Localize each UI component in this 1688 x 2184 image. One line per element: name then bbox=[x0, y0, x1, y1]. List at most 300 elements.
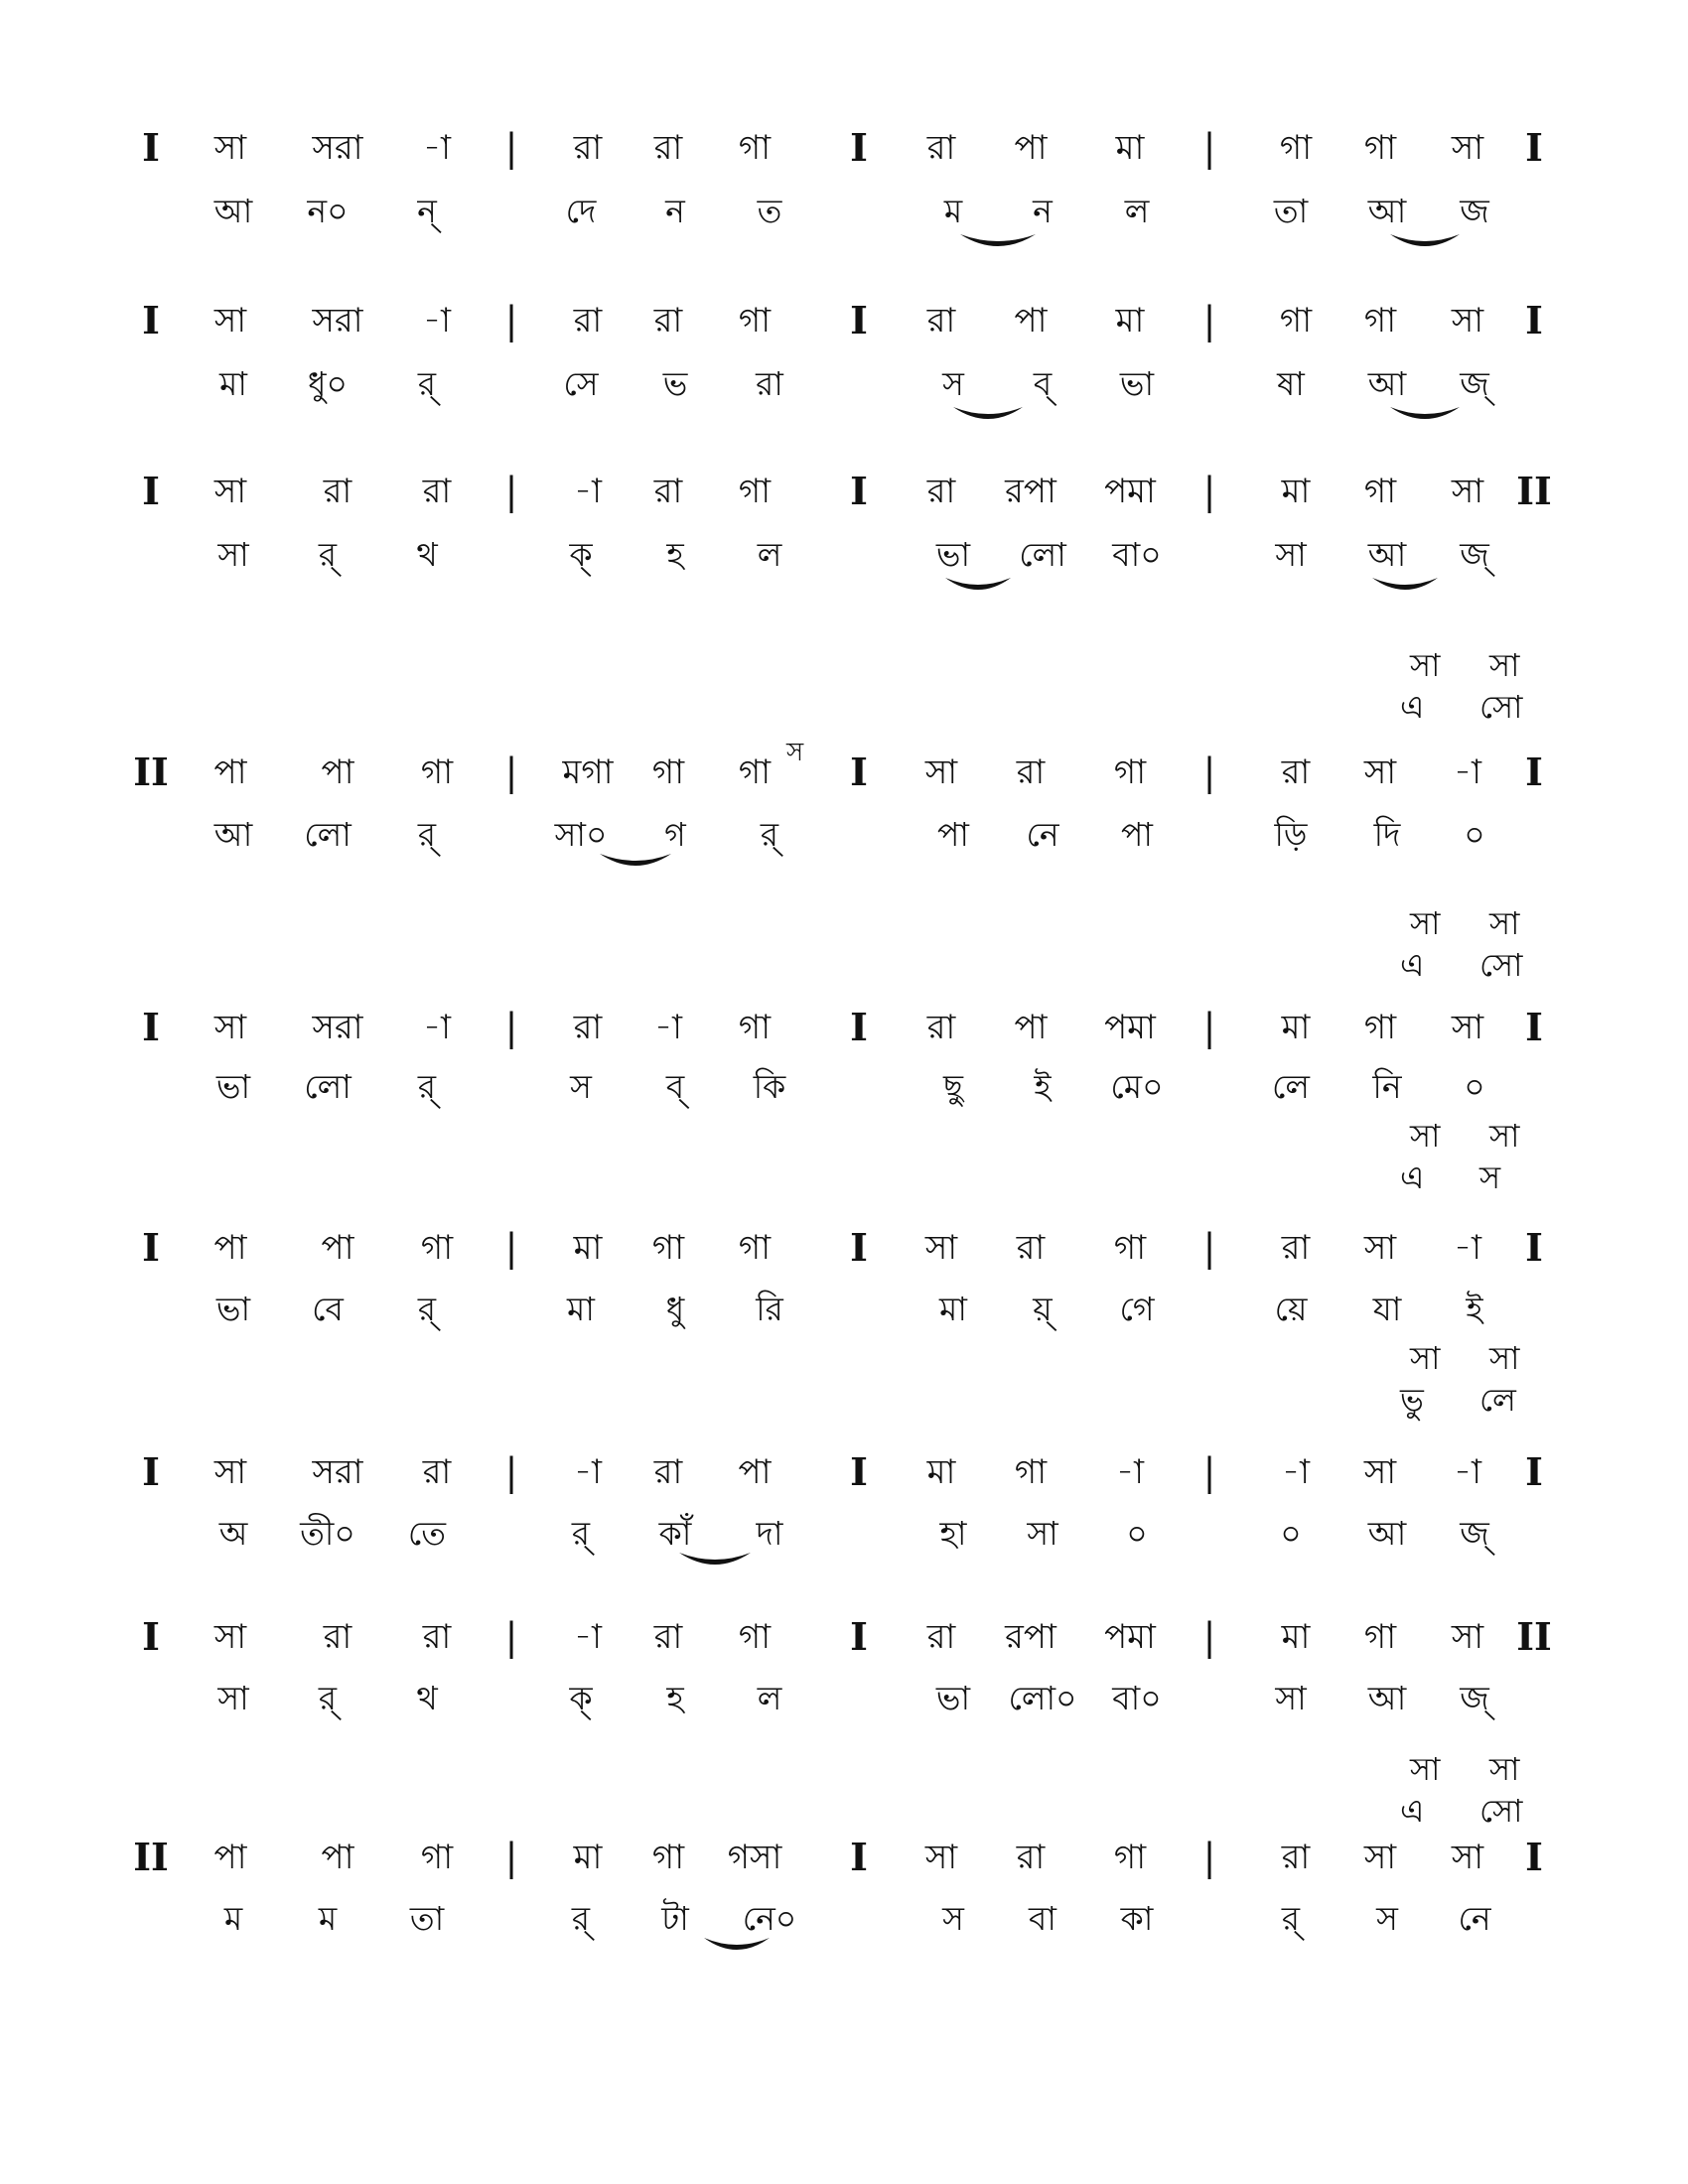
notation-line-1-notes bbox=[0, 123, 1688, 173]
note-cell-2: রা bbox=[323, 1617, 352, 1657]
lyric-syllable: হ bbox=[666, 535, 684, 574]
lyric-syllable: ধু০ bbox=[308, 364, 348, 403]
lyric-syllable: হ bbox=[666, 1679, 684, 1717]
lyric-syllable: ব্ bbox=[665, 1067, 685, 1106]
note-cell-7: গসা bbox=[727, 1838, 782, 1877]
note-cell-13: রা bbox=[1281, 1838, 1311, 1877]
lyric-syllable: ন bbox=[665, 192, 685, 230]
lyric-syllable: সা০ bbox=[554, 815, 608, 854]
lyric-syllable: ক্ bbox=[569, 1679, 593, 1717]
lyric-syllable: ন০ bbox=[307, 192, 349, 230]
lyric-syllable: ০ bbox=[1126, 1514, 1148, 1553]
lyric-syllable: লে bbox=[1272, 1067, 1310, 1106]
lyric-syllable: ত bbox=[757, 192, 782, 230]
note-cell-2: রা bbox=[323, 472, 352, 511]
note-cell-6: রা bbox=[653, 301, 683, 341]
lyric-syllable: র্ bbox=[417, 815, 437, 854]
lyric-syllable: গ bbox=[664, 815, 686, 854]
lyric-syllable: সে bbox=[563, 364, 599, 403]
note-cell-13: রা bbox=[1281, 752, 1311, 792]
note-cell-1: সা bbox=[213, 1452, 247, 1492]
barline: I bbox=[142, 1449, 160, 1494]
lyric-syllable: সা bbox=[217, 535, 249, 574]
lyric-syllable: র্ bbox=[571, 1514, 591, 1553]
lyric-syllable: গে bbox=[1119, 1290, 1155, 1328]
note-cell-15: সা bbox=[1451, 301, 1484, 341]
lyric-syllable: স bbox=[942, 1899, 964, 1938]
note-cell-7: গা bbox=[738, 301, 772, 341]
pickup-lyric: সো bbox=[1479, 946, 1523, 984]
note-cell-9: সা bbox=[924, 1838, 958, 1877]
notation-line-2-notes bbox=[0, 296, 1688, 345]
note-cell-13: মা bbox=[1281, 472, 1311, 511]
beat-divider: | bbox=[504, 1006, 518, 1049]
lyric-syllable: জ bbox=[1460, 192, 1489, 230]
pickup-lyric: সো bbox=[1479, 688, 1523, 726]
barline: I bbox=[850, 125, 868, 170]
note-cell-9: রা bbox=[926, 1617, 956, 1657]
lyric-syllable: সা bbox=[1275, 535, 1307, 574]
lyric-syllable: জ্ bbox=[1460, 1679, 1489, 1717]
note-cell-15: সা bbox=[1451, 1008, 1484, 1047]
lyric-syllable: স bbox=[942, 364, 964, 403]
barline: I bbox=[142, 1005, 160, 1049]
lyric-syllable: র্ bbox=[417, 364, 437, 403]
note-cell-2: পা bbox=[321, 1228, 354, 1268]
note-cell-13: মা bbox=[1281, 1008, 1311, 1047]
lyric-syllable: ০ bbox=[1464, 1067, 1485, 1106]
note-cell-14: সা bbox=[1363, 1838, 1397, 1877]
pickup-note: সা bbox=[1410, 904, 1441, 942]
lyric-syllable: কি bbox=[753, 1067, 786, 1106]
lyric-syllable: রা bbox=[756, 364, 783, 403]
lyric-syllable: ভ bbox=[662, 364, 688, 403]
lyric-syllable: মা bbox=[219, 364, 247, 403]
note-cell-11: পমা bbox=[1104, 1008, 1156, 1047]
lyric-syllable: আ bbox=[213, 815, 253, 854]
beat-divider: | bbox=[504, 1450, 518, 1494]
note-cell-6: -া bbox=[654, 1008, 682, 1047]
pickup-block bbox=[1370, 1336, 1569, 1424]
pickup-block bbox=[1370, 901, 1569, 989]
note-cell-13: মা bbox=[1281, 1617, 1311, 1657]
lyric-syllable: মা bbox=[567, 1290, 595, 1328]
lyric-syllable: ০ bbox=[1280, 1514, 1302, 1553]
note-cell-14: গা bbox=[1363, 128, 1397, 168]
lyric-syllable: তা bbox=[1273, 192, 1309, 230]
notation-line-4-lyrics bbox=[0, 810, 1688, 860]
note-cell-6: রা bbox=[653, 1452, 683, 1492]
beat-divider: | bbox=[504, 1226, 518, 1270]
barline: I bbox=[142, 298, 160, 342]
lyric-syllable: আ bbox=[213, 192, 253, 230]
beat-divider: | bbox=[504, 299, 518, 342]
barline: I bbox=[1525, 1835, 1543, 1879]
lyric-syllable: স bbox=[570, 1067, 592, 1106]
pickup-lyric: এ bbox=[1400, 688, 1425, 726]
barline: I bbox=[1525, 750, 1543, 794]
barline: I bbox=[850, 1005, 868, 1049]
barline: I bbox=[850, 1225, 868, 1270]
note-cell-6: গা bbox=[651, 1228, 685, 1268]
beat-divider: | bbox=[1202, 126, 1216, 170]
slur-mark bbox=[1388, 232, 1462, 252]
lyric-syllable: তা bbox=[409, 1899, 445, 1938]
lyric-syllable: র্ bbox=[1281, 1899, 1301, 1938]
beat-divider: | bbox=[1202, 470, 1216, 513]
note-cell-6: রা bbox=[653, 128, 683, 168]
note-cell-11: মা bbox=[1115, 301, 1145, 341]
pickup-note: সা bbox=[1489, 1117, 1520, 1155]
lyric-syllable: আ bbox=[1367, 192, 1407, 230]
note-cell-6: গা bbox=[651, 1838, 685, 1877]
note-cell-5: -া bbox=[574, 1617, 602, 1657]
pickup-lyric: লে bbox=[1479, 1381, 1516, 1419]
note-cell-14: সা bbox=[1363, 1228, 1397, 1268]
lyric-syllable: ভা bbox=[935, 535, 971, 574]
note-cell-2: সরা bbox=[312, 301, 363, 341]
barline: I bbox=[1525, 1005, 1543, 1049]
lyric-syllable: ধু bbox=[665, 1290, 685, 1328]
notation-line-7-lyrics bbox=[0, 1509, 1688, 1559]
notation-line-6-lyrics bbox=[0, 1285, 1688, 1334]
lyric-syllable: র্ bbox=[417, 1067, 437, 1106]
lyric-syllable: ভা bbox=[215, 1290, 251, 1328]
beat-divider: | bbox=[1202, 1450, 1216, 1494]
lyric-syllable: ল bbox=[1124, 192, 1150, 230]
notation-line-3-lyrics bbox=[0, 530, 1688, 580]
lyric-syllable: নি bbox=[1372, 1067, 1402, 1106]
beat-divider: | bbox=[504, 470, 518, 513]
lyric-syllable: মে০ bbox=[1110, 1067, 1164, 1106]
note-cell-3: -া bbox=[423, 301, 451, 341]
lyric-syllable: থ bbox=[416, 1679, 438, 1717]
lyric-syllable: সা bbox=[217, 1679, 249, 1717]
lyric-syllable: ম bbox=[318, 1899, 338, 1938]
note-cell-11: গা bbox=[1113, 1838, 1147, 1877]
beat-divider: | bbox=[1202, 1006, 1216, 1049]
pickup-note: সা bbox=[1489, 1750, 1520, 1788]
note-cell-10: রপা bbox=[1005, 1617, 1056, 1657]
pickup-lyric: সো bbox=[1479, 1792, 1523, 1830]
lyric-syllable: আ bbox=[1367, 1514, 1407, 1553]
note-cell-9: মা bbox=[926, 1452, 956, 1492]
lyric-syllable: র্ bbox=[417, 1290, 437, 1328]
note-cell-10: পা bbox=[1014, 1008, 1048, 1047]
lyric-syllable: ল bbox=[757, 535, 782, 574]
note-cell-14: গা bbox=[1363, 1008, 1397, 1047]
pickup-block bbox=[1370, 1747, 1569, 1835]
note-cell-1: সা bbox=[213, 1617, 247, 1657]
beat-divider: | bbox=[1202, 299, 1216, 342]
note-cell-14: গা bbox=[1363, 301, 1397, 341]
note-cell-7: পা bbox=[738, 1452, 772, 1492]
lyric-syllable: র্ bbox=[571, 1899, 591, 1938]
lyric-syllable: দা bbox=[756, 1514, 783, 1553]
notation-line-4-notes bbox=[0, 748, 1688, 797]
note-cell-10: রা bbox=[1016, 1838, 1046, 1877]
pickup-lyric: ভু bbox=[1400, 1381, 1424, 1419]
pickup-note: সা bbox=[1489, 904, 1520, 942]
note-cell-1: সা bbox=[213, 472, 247, 511]
lyric-syllable: র্ bbox=[318, 535, 338, 574]
lyric-syllable: টা bbox=[661, 1899, 689, 1938]
lyric-syllable: বে bbox=[312, 1290, 344, 1328]
notation-line-8-lyrics bbox=[0, 1674, 1688, 1723]
note-cell-10: গা bbox=[1014, 1452, 1048, 1492]
lyric-syllable: স bbox=[1376, 1899, 1398, 1938]
pickup-note: সা bbox=[1410, 1117, 1441, 1155]
barline: I bbox=[142, 469, 160, 513]
lyric-syllable: ল bbox=[757, 1679, 782, 1717]
pickup-note: সা bbox=[1410, 1750, 1441, 1788]
note-cell-11: মা bbox=[1115, 128, 1145, 168]
grace-note: স bbox=[786, 738, 804, 767]
lyric-syllable: ই bbox=[1466, 1290, 1483, 1328]
note-cell-10: রপা bbox=[1005, 472, 1056, 511]
note-cell-15: সা bbox=[1451, 1838, 1484, 1877]
pickup-lyric: এ bbox=[1400, 1792, 1425, 1830]
note-cell-7: গা bbox=[738, 472, 772, 511]
lyric-syllable: লো bbox=[1019, 535, 1066, 574]
barline: I bbox=[142, 125, 160, 170]
note-cell-10: পা bbox=[1014, 301, 1048, 341]
lyric-syllable: সা bbox=[1027, 1514, 1058, 1553]
lyric-syllable: বা০ bbox=[1112, 1679, 1162, 1717]
beat-divider: | bbox=[504, 126, 518, 170]
notation-line-7-notes bbox=[0, 1447, 1688, 1497]
barline: I bbox=[850, 1614, 868, 1659]
note-cell-15: সা bbox=[1451, 128, 1484, 168]
note-cell-6: গা bbox=[651, 752, 685, 792]
lyric-syllable: ব্ bbox=[1033, 364, 1053, 403]
note-cell-3: রা bbox=[422, 1617, 452, 1657]
lyric-syllable: য়্ bbox=[1033, 1290, 1053, 1328]
lyric-syllable: মা bbox=[939, 1290, 967, 1328]
note-cell-15: -া bbox=[1454, 1452, 1481, 1492]
lyric-syllable: কা bbox=[1120, 1899, 1154, 1938]
note-cell-5: মা bbox=[573, 1228, 603, 1268]
lyric-syllable: পা bbox=[937, 815, 969, 854]
note-cell-14: সা bbox=[1363, 752, 1397, 792]
slur-mark bbox=[598, 852, 673, 872]
note-cell-11: পমা bbox=[1104, 472, 1156, 511]
note-cell-9: রা bbox=[926, 301, 956, 341]
notation-line-5-notes bbox=[0, 1003, 1688, 1052]
note-cell-7: গা bbox=[738, 752, 772, 792]
note-cell-14: গা bbox=[1363, 1617, 1397, 1657]
lyric-syllable: তে bbox=[407, 1514, 447, 1553]
note-cell-9: রা bbox=[926, 472, 956, 511]
slur-mark bbox=[1388, 405, 1462, 425]
note-cell-6: রা bbox=[653, 472, 683, 511]
barline: I bbox=[142, 1225, 160, 1270]
lyric-syllable: আ bbox=[1367, 364, 1407, 403]
note-cell-3: রা bbox=[422, 472, 452, 511]
beat-divider: | bbox=[504, 1615, 518, 1659]
note-cell-2: পা bbox=[321, 752, 354, 792]
lyric-syllable: পা bbox=[1121, 815, 1153, 854]
barline: I bbox=[1525, 125, 1543, 170]
beat-divider: | bbox=[1202, 1226, 1216, 1270]
note-cell-3: রা bbox=[422, 1452, 452, 1492]
note-cell-2: সরা bbox=[312, 1008, 363, 1047]
pickup-block bbox=[1370, 643, 1569, 731]
barline: I bbox=[142, 1614, 160, 1659]
barline: I bbox=[1525, 1449, 1543, 1494]
note-cell-5: মগা bbox=[562, 752, 614, 792]
lyric-syllable: দি bbox=[1373, 815, 1401, 854]
note-cell-14: সা bbox=[1363, 1452, 1397, 1492]
lyric-syllable: লো bbox=[304, 1067, 352, 1106]
pickup-lyric: এ bbox=[1400, 946, 1425, 984]
note-cell-3: গা bbox=[420, 752, 454, 792]
lyric-syllable: ছু bbox=[943, 1067, 963, 1106]
lyric-syllable: বা bbox=[1029, 1899, 1056, 1938]
slur-mark bbox=[943, 576, 1013, 596]
lyric-syllable: ড়ি bbox=[1274, 815, 1308, 854]
barline: I bbox=[850, 750, 868, 794]
lyric-syllable: কাঁ bbox=[658, 1514, 692, 1553]
lyric-syllable: ভা bbox=[1119, 364, 1155, 403]
lyric-syllable: ই bbox=[1034, 1067, 1052, 1106]
note-cell-13: রা bbox=[1281, 1228, 1311, 1268]
lyric-syllable: ভা bbox=[935, 1679, 971, 1717]
beat-divider: | bbox=[504, 1836, 518, 1879]
double-barline: II bbox=[133, 750, 169, 794]
note-cell-15: সা bbox=[1451, 472, 1484, 511]
note-cell-13: -া bbox=[1282, 1452, 1310, 1492]
note-cell-5: রা bbox=[573, 301, 603, 341]
note-cell-11: -া bbox=[1116, 1452, 1144, 1492]
pickup-note: সা bbox=[1410, 1339, 1441, 1377]
lyric-syllable: আ bbox=[1367, 535, 1407, 574]
lyric-syllable: তী০ bbox=[300, 1514, 355, 1553]
note-cell-2: সরা bbox=[312, 1452, 363, 1492]
note-cell-5: -া bbox=[574, 1452, 602, 1492]
notation-line-1-lyrics bbox=[0, 187, 1688, 236]
note-cell-6: রা bbox=[653, 1617, 683, 1657]
lyric-syllable: লো০ bbox=[1008, 1679, 1077, 1717]
note-cell-5: মা bbox=[573, 1838, 603, 1877]
barline: I bbox=[1525, 298, 1543, 342]
double-barline: II bbox=[1516, 1614, 1552, 1659]
barline: I bbox=[850, 1449, 868, 1494]
lyric-syllable: থ bbox=[416, 535, 438, 574]
lyric-syllable: ০ bbox=[1464, 815, 1485, 854]
lyric-syllable: ক্ bbox=[569, 535, 593, 574]
pickup-note: সা bbox=[1489, 646, 1520, 684]
note-cell-10: রা bbox=[1016, 752, 1046, 792]
note-cell-1: সা bbox=[213, 128, 247, 168]
lyric-syllable: রি bbox=[756, 1290, 783, 1328]
note-cell-15: -া bbox=[1454, 1228, 1481, 1268]
note-cell-11: গা bbox=[1113, 1228, 1147, 1268]
lyric-syllable: ম bbox=[223, 1899, 243, 1938]
beat-divider: | bbox=[1202, 1836, 1216, 1879]
double-barline: II bbox=[1516, 469, 1552, 513]
beat-divider: | bbox=[1202, 1615, 1216, 1659]
pickup-block bbox=[1370, 1114, 1569, 1201]
note-cell-5: -া bbox=[574, 472, 602, 511]
barline: I bbox=[850, 1835, 868, 1879]
lyric-syllable: নে bbox=[1026, 815, 1059, 854]
lyric-syllable: নে bbox=[1458, 1899, 1491, 1938]
note-cell-10: রা bbox=[1016, 1228, 1046, 1268]
pickup-note: সা bbox=[1410, 646, 1441, 684]
note-cell-5: রা bbox=[573, 128, 603, 168]
note-cell-3: গা bbox=[420, 1838, 454, 1877]
note-cell-3: -া bbox=[423, 1008, 451, 1047]
note-cell-1: সা bbox=[213, 1008, 247, 1047]
barline: I bbox=[850, 469, 868, 513]
note-cell-9: রা bbox=[926, 128, 956, 168]
lyric-syllable: র্ bbox=[760, 815, 779, 854]
note-cell-15: সা bbox=[1451, 1617, 1484, 1657]
lyric-syllable: হা bbox=[939, 1514, 967, 1553]
lyric-syllable: জ্ bbox=[1460, 535, 1489, 574]
lyric-syllable: সা bbox=[1275, 1679, 1307, 1717]
barline: I bbox=[850, 298, 868, 342]
notation-line-8-notes bbox=[0, 1612, 1688, 1662]
slur-mark bbox=[958, 232, 1038, 252]
note-cell-9: রা bbox=[926, 1008, 956, 1047]
slur-mark bbox=[951, 405, 1025, 425]
note-cell-7: গা bbox=[738, 1228, 772, 1268]
notation-line-2-lyrics bbox=[0, 359, 1688, 409]
note-cell-9: সা bbox=[924, 752, 958, 792]
notation-line-3-notes bbox=[0, 467, 1688, 516]
lyric-syllable: জ্ bbox=[1460, 1514, 1489, 1553]
note-cell-1: সা bbox=[213, 301, 247, 341]
notation-line-5-lyrics bbox=[0, 1062, 1688, 1112]
lyric-syllable: জ্ bbox=[1460, 364, 1489, 403]
lyric-syllable: ন bbox=[1033, 192, 1053, 230]
note-cell-11: গা bbox=[1113, 752, 1147, 792]
pickup-lyric: এ bbox=[1400, 1159, 1425, 1196]
pickup-lyric: স bbox=[1479, 1159, 1501, 1196]
note-cell-7: গা bbox=[738, 128, 772, 168]
lyric-syllable: য়ে bbox=[1274, 1290, 1308, 1328]
notation-line-9-notes bbox=[0, 1833, 1688, 1882]
lyric-syllable: ম bbox=[943, 192, 963, 230]
double-barline: II bbox=[133, 1835, 169, 1879]
lyric-syllable: দে bbox=[565, 192, 597, 230]
barline: I bbox=[1525, 1225, 1543, 1270]
lyric-syllable: ভা bbox=[215, 1067, 251, 1106]
note-cell-15: -া bbox=[1454, 752, 1481, 792]
note-cell-1: পা bbox=[213, 1228, 247, 1268]
note-cell-11: পমা bbox=[1104, 1617, 1156, 1657]
slur-mark bbox=[1370, 576, 1440, 596]
note-cell-10: পা bbox=[1014, 128, 1048, 168]
note-cell-3: -া bbox=[423, 128, 451, 168]
note-cell-2: সরা bbox=[312, 128, 363, 168]
note-cell-9: সা bbox=[924, 1228, 958, 1268]
slur-mark bbox=[702, 1936, 772, 1956]
notation-line-9-lyrics bbox=[0, 1894, 1688, 1944]
lyric-syllable: আ bbox=[1367, 1679, 1407, 1717]
slur-mark bbox=[677, 1551, 753, 1570]
lyric-syllable: যা bbox=[1372, 1290, 1402, 1328]
note-cell-7: গা bbox=[738, 1617, 772, 1657]
note-cell-1: পা bbox=[213, 752, 247, 792]
note-cell-5: রা bbox=[573, 1008, 603, 1047]
lyric-syllable: ন্ bbox=[417, 192, 437, 230]
lyric-syllable: অ bbox=[218, 1514, 248, 1553]
note-cell-7: গা bbox=[738, 1008, 772, 1047]
note-cell-2: পা bbox=[321, 1838, 354, 1877]
